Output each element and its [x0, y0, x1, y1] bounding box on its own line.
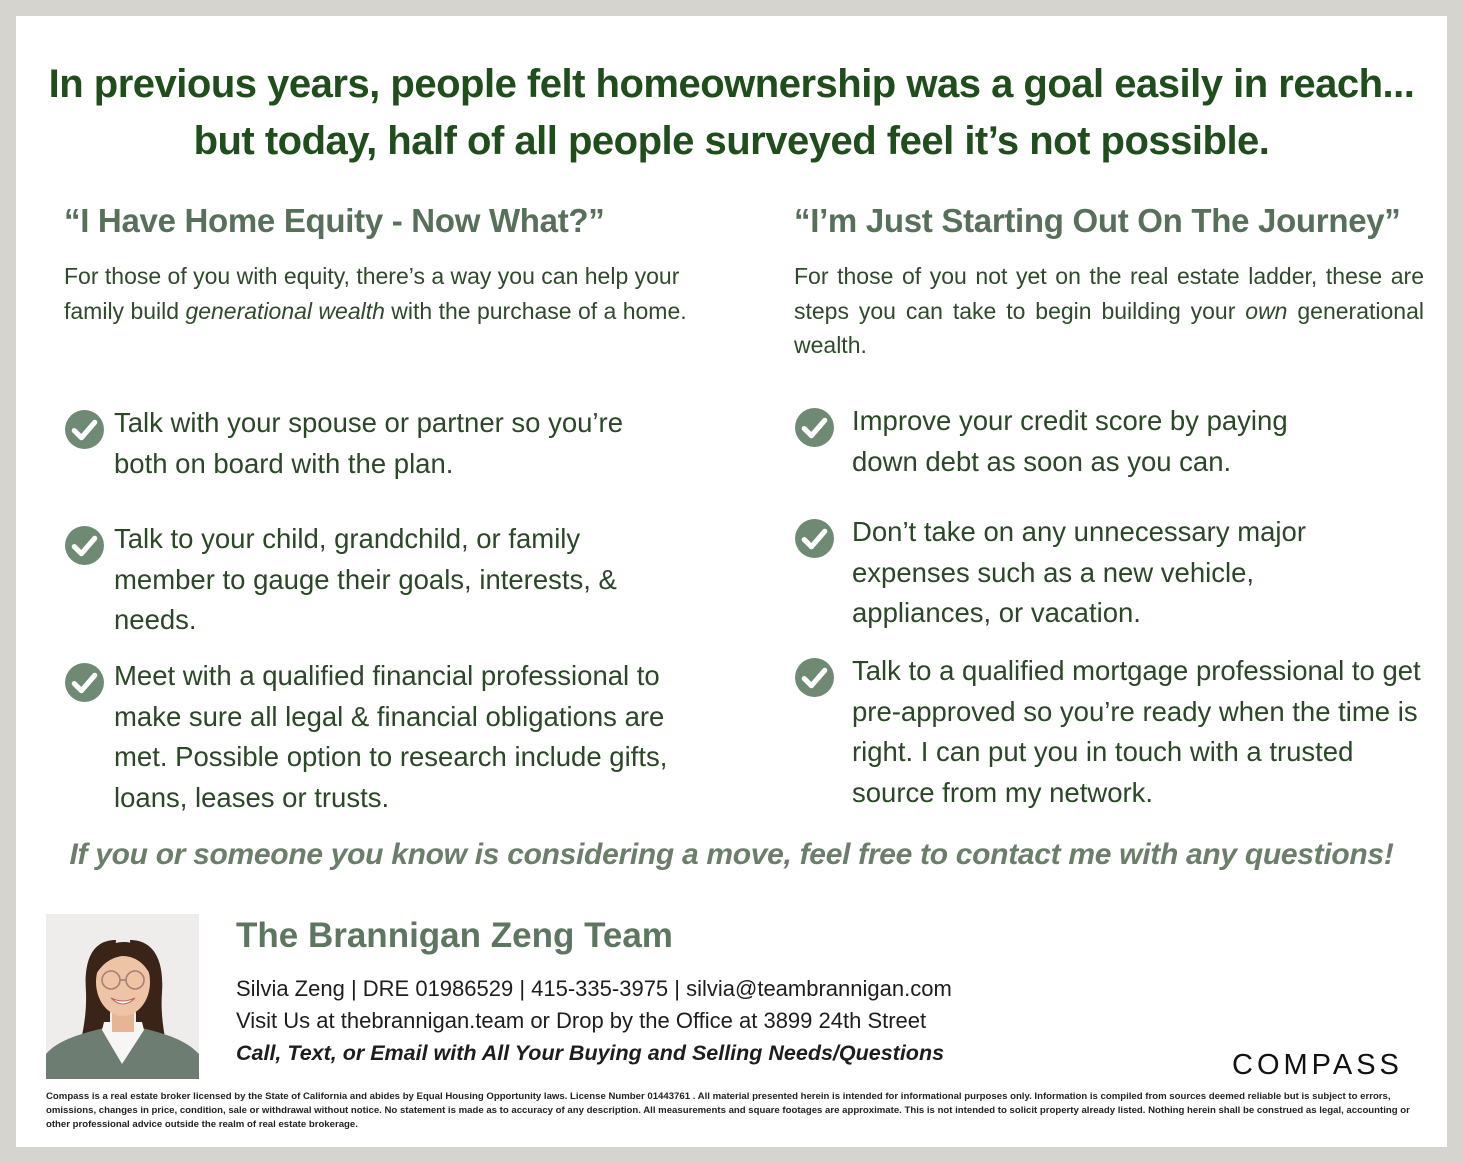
equity-intro-emphasis: generational wealth: [185, 297, 385, 324]
headline: [16, 56, 1447, 170]
equity-column: [64, 201, 724, 813]
flyer-card: [16, 16, 1447, 1147]
journey-item-text: Improve your credit score by paying down debt as soon as you can.: [852, 405, 1288, 477]
journey-intro-start: For those of you not yet on the real estate ladder, these are steps you can take to begin building your: [794, 263, 1424, 324]
equity-item-text: Talk to your child, grandchild, or family member to gauge their goals, interests, & needs.: [114, 523, 617, 635]
journey-item-text: Talk to a qualified mortgage professional to get pre-approved so you’re ready when the time is right. I can put you in touch with a trusted source from my network.: [852, 655, 1421, 808]
office-address-line: Visit Us at thebrannigan.team or Drop by the Office at 3899 24th Street: [236, 1008, 927, 1033]
equity-intro-end: with the purchase of a home.: [384, 297, 687, 324]
equity-item-text: Meet with a qualified financial professional to make sure all legal & financial obligations are met. Possible option to research include gifts, loans, leases or trusts.: [114, 660, 668, 813]
journey-column-title: “I’m Just Starting Out On The Journey”: [794, 202, 1401, 239]
call-to-action: If you or someone you know is considering a move, feel free to contact me with any questions!: [69, 838, 1394, 871]
equity-item-text: Talk with your spouse or partner so you’re both on board with the plan.: [114, 407, 623, 479]
call-text-email-line: Call, Text, or Email with All Your Buying and Selling Needs/Questions: [236, 1041, 945, 1065]
journey-intro-end: generational wealth.: [794, 297, 1424, 358]
headline-line-2: but today, half of all people surveyed feel it’s not possible.: [193, 119, 1270, 163]
agent-contact-line: Silvia Zeng | DRE 01986529 | 415-335-3975 | silvia@teambrannigan.com: [236, 976, 952, 1001]
journey-column-intro: [794, 259, 1424, 363]
journey-column: [794, 201, 1424, 808]
agent-headshot-photo: [46, 914, 199, 1079]
check-circle-icon: [64, 662, 105, 703]
journey-intro-emphasis: own: [1245, 297, 1288, 324]
team-name: The Brannigan Zeng Team: [236, 916, 673, 955]
equity-intro-start: For those of you with equity, there’s a way you can help your family build: [64, 263, 680, 324]
headshot-illustration: [46, 914, 199, 1079]
check-circle-icon: [794, 407, 835, 448]
compass-logo: COMPASS: [1232, 1049, 1403, 1081]
legal-disclaimer: Compass is a real estate broker licensed by the State of California and abides by Equal Housing Opportunity laws. License Number 01443761 . All material presented herein is intended for informational purposes only. Information is compiled from sources deemed reliable but is subject to errors, omissions, changes in price, condition, sale or withdrawal without notice. No statement is made as to accuracy of any description. All measurements and square footages are approximate. This is not intended to solicit property already listed. Nothing herein shall be construed as legal, accounting or other professional advice outside the realm of real estate brokerage.: [46, 1091, 1410, 1130]
check-circle-icon: [64, 525, 105, 566]
check-circle-icon: [794, 657, 835, 698]
headline-line-1: In previous years, people felt homeownership was a goal easily in reach...: [48, 62, 1415, 106]
equity-column-intro: [64, 259, 724, 328]
journey-item-text: Don’t take on any unnecessary major expenses such as a new vehicle, appliances, or vacation.: [852, 516, 1306, 628]
check-circle-icon: [794, 518, 835, 559]
check-circle-icon: [64, 409, 105, 450]
equity-column-title: “I Have Home Equity - Now What?”: [64, 202, 605, 239]
